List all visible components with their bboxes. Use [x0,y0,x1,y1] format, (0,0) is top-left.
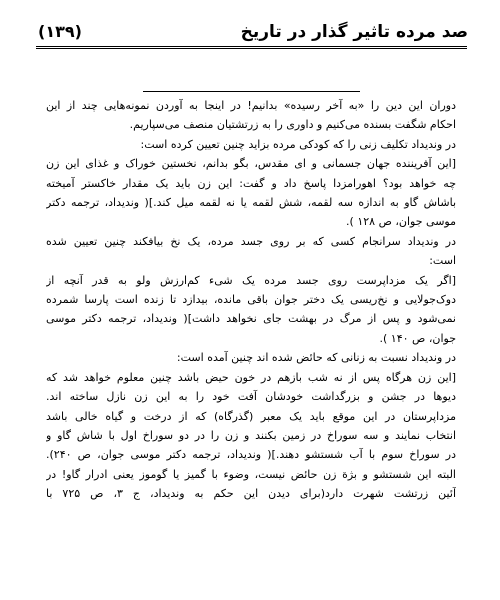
quote-line: دوک‌جولایی و نخ‌ریسی یک دختر جوان باقی مانده، بیدازد تا زنده است پارسا شمرده [46,293,456,307]
quote-line: جوان، ص ۱۴۰ ). [379,331,456,345]
quote-line: دیوها در جشن و بزرگداشت خودشان آفت خود را به این زن نازل ساخته اند. [46,390,456,404]
quote-line: باشاش گاو به اندازه سه لقمه، شش لقمه یا نه لقمه میل کند.]( وندیداد، ترجمه دکتر [46,196,456,210]
quote-line: [این آفریننده جهان جسمانی و ای مقدس، بگو بدانم، نخستین خوراک و غذای این زن [46,157,456,171]
quote-line: [این زن هرگاه پس از نه شب بازهم در خون حیض باشد چنین معلوم خواهد شد که [46,370,456,384]
body-text [46,96,456,504]
quote-line: انتخاب نمایند و سه سوراخ در زمین بکنند و زن را در دو سوراخ اول با شاش گاو و [46,428,456,442]
quote-line: در سوراخ سوم با آب شستشو دهند.]( وندیداد، ترجمه دکتر موسی جوان، ص ۲۴۰). [46,448,456,462]
header-rule [36,46,467,49]
text-line: در وندیداد نسبت به زنانی که حائض شده اند چنین آمده است: [176,351,456,365]
quote-line: نمی‌شود و پس از مرگ در بهشت جای نخواهد داشت]( وندیداد، ترجمه دکتر موسی [46,312,456,326]
text-line: در وندیداد تکلیف زنی را که کودکی مرده بزاید چنین تعیین کرده است: [140,137,456,151]
text-line: دوران این دین را «به آخر رسیده» بدانیم! در اینجا به آوردن نمونه‌هایی چند از این [46,99,456,112]
text-line: احکام شگفت بسنده می‌کنیم و داوری را به زرتشتیان منصف می‌سپاریم. [129,118,456,132]
quote-line: مزداپرستان در این موقع باید یک معبر (گذرگاه) که از درخت و گیاه خالی باشد [46,409,456,423]
text-line: در وندیداد سرانجام کسی که بر روی جسد مرده، یک نخ بیافکند چنین تعیین شده [46,234,456,248]
quote-line: موسی جوان، ص ۱۲۸ ). [346,215,456,229]
text-line: است: [429,254,456,268]
quote-line: [اگر یک مزداپرست روی جسد مرده یک شیء کم‌ارزش ولو به قدر آنچه از [46,273,456,287]
page-number: (۱۳۹) [38,22,82,41]
text-line: آئین زرتشت شهرت دارد(برای دیدن این حکم به وندیداد، ج ۳، ص ۷۲۵ با [46,487,456,501]
quote-line: چه خواهد بود؟ اهورامزدا پاسخ داد و گفت: این زن باید یک مقدار خاکستر آمیخته [46,176,456,190]
separator-rule [143,91,360,92]
text-line: البته این شستشو و بژة زن حائض نیست، وضوء با گمیز یا گوموز یعنی ادرار گاو! در [46,467,456,481]
running-header-title: صد مرده تاثیر گذار در تاریخ [240,22,468,42]
